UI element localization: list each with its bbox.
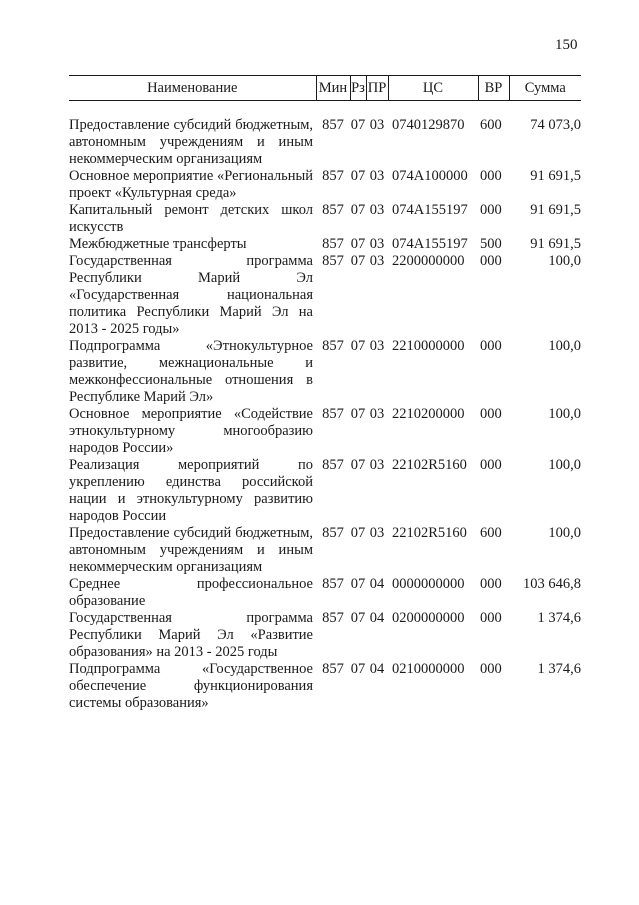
row-cs: 074A155197 bbox=[392, 236, 468, 252]
table-row bbox=[69, 117, 581, 168]
row-cs: 22102R5160 bbox=[392, 525, 467, 541]
row-min: 857 bbox=[322, 168, 344, 184]
table-row bbox=[69, 253, 581, 338]
row-rz: 07 bbox=[350, 338, 366, 354]
row-pr: 03 bbox=[369, 202, 385, 218]
row-sum: 100,0 bbox=[548, 525, 581, 541]
table-row bbox=[69, 576, 581, 610]
row-cs: 0210000000 bbox=[392, 661, 465, 677]
row-sum: 100,0 bbox=[548, 338, 581, 354]
row-name: Реализация мероприятий по укреплению единства российской нации и этнокультурному развитию народов России bbox=[69, 457, 313, 524]
row-pr: 03 bbox=[369, 338, 385, 354]
row-vr: 000 bbox=[480, 202, 502, 218]
header-sum: Сумма bbox=[509, 76, 581, 101]
table-row bbox=[69, 610, 581, 661]
table-row bbox=[69, 661, 581, 712]
row-min: 857 bbox=[322, 457, 344, 473]
row-sum: 1 374,6 bbox=[537, 661, 581, 677]
row-sum: 100,0 bbox=[548, 253, 581, 269]
header-min: Мин bbox=[316, 76, 350, 101]
row-rz: 07 bbox=[350, 406, 366, 422]
row-min: 857 bbox=[322, 253, 344, 269]
row-cs: 074A155197 bbox=[392, 202, 468, 218]
row-vr: 000 bbox=[480, 406, 502, 422]
table-row bbox=[69, 202, 581, 236]
row-pr: 03 bbox=[369, 168, 385, 184]
row-pr: 03 bbox=[369, 253, 385, 269]
row-pr: 03 bbox=[369, 236, 385, 252]
row-name: Межбюджетные трансферты bbox=[69, 236, 247, 252]
row-name: Предоставление субсидий бюджетным, автономным учреждениям и иным некоммерческим организациям bbox=[69, 117, 313, 167]
header-pr: ПР bbox=[366, 76, 388, 101]
row-sum: 91 691,5 bbox=[530, 168, 581, 184]
header-name: Наименование bbox=[69, 76, 316, 101]
row-rz: 07 bbox=[350, 117, 366, 133]
row-cs: 22102R5160 bbox=[392, 457, 467, 473]
row-pr: 03 bbox=[369, 525, 385, 541]
header-vr: ВР bbox=[478, 76, 509, 101]
row-rz: 07 bbox=[350, 253, 366, 269]
row-cs: 0200000000 bbox=[392, 610, 465, 626]
row-rz: 07 bbox=[350, 202, 366, 218]
row-min: 857 bbox=[322, 610, 344, 626]
table-spacer bbox=[69, 101, 581, 118]
row-min: 857 bbox=[322, 525, 344, 541]
row-cs: 2200000000 bbox=[392, 253, 465, 269]
row-vr: 000 bbox=[480, 168, 502, 184]
row-rz: 07 bbox=[350, 168, 366, 184]
row-sum: 91 691,5 bbox=[530, 202, 581, 218]
row-vr: 600 bbox=[480, 117, 502, 133]
row-pr: 04 bbox=[369, 610, 385, 626]
row-cs: 2210000000 bbox=[392, 338, 465, 354]
row-sum: 91 691,5 bbox=[530, 236, 581, 252]
row-cs: 0000000000 bbox=[392, 576, 465, 592]
row-cs: 0740129870 bbox=[392, 117, 465, 133]
row-sum: 100,0 bbox=[548, 406, 581, 422]
row-name: Среднее профессиональное образование bbox=[69, 576, 313, 609]
table-row bbox=[69, 338, 581, 406]
table-row bbox=[69, 457, 581, 525]
row-cs: 074A100000 bbox=[392, 168, 468, 184]
row-vr: 000 bbox=[480, 576, 502, 592]
row-min: 857 bbox=[322, 338, 344, 354]
row-min: 857 bbox=[322, 117, 344, 133]
row-pr: 03 bbox=[369, 457, 385, 473]
row-min: 857 bbox=[322, 661, 344, 677]
row-vr: 000 bbox=[480, 338, 502, 354]
row-min: 857 bbox=[322, 406, 344, 422]
table-header-row bbox=[69, 76, 581, 101]
row-sum: 103 646,8 bbox=[523, 576, 581, 592]
row-name: Основное мероприятие «Содействие этнокультурному многообразию народов России» bbox=[69, 406, 313, 456]
row-name: Подпрограмма «Этнокультурное развитие, межнациональные и межконфессиональные отношения в Республике Марий Эл» bbox=[69, 338, 313, 405]
row-vr: 000 bbox=[480, 661, 502, 677]
table-row bbox=[69, 525, 581, 576]
table-row bbox=[69, 236, 581, 253]
row-name: Государственная программа Республики Марий Эл «Развитие образования» на 2013 - 2025 годы bbox=[69, 610, 313, 660]
row-name: Предоставление субсидий бюджетным, автономным учреждениям и иным некоммерческим организациям bbox=[69, 525, 313, 575]
table-row bbox=[69, 406, 581, 457]
row-name: Основное мероприятие «Региональный проект «Культурная среда» bbox=[69, 168, 313, 201]
row-rz: 07 bbox=[350, 236, 366, 252]
row-pr: 04 bbox=[369, 576, 385, 592]
row-sum: 100,0 bbox=[548, 457, 581, 473]
row-name: Подпрограмма «Государственное обеспечение функционирования системы образования» bbox=[69, 661, 313, 711]
row-min: 857 bbox=[322, 202, 344, 218]
row-rz: 07 bbox=[350, 525, 366, 541]
row-pr: 03 bbox=[369, 117, 385, 133]
header-rz: Рз bbox=[350, 76, 366, 101]
row-name: Государственная программа Республики Марий Эл «Государственная национальная политика Республики Марий Эл на 2013 - 2025 годы» bbox=[69, 253, 313, 337]
row-min: 857 bbox=[322, 576, 344, 592]
row-vr: 000 bbox=[480, 610, 502, 626]
row-sum: 74 073,0 bbox=[530, 117, 581, 133]
row-sum: 1 374,6 bbox=[537, 610, 581, 626]
row-name: Капитальный ремонт детских школ искусств bbox=[69, 202, 313, 235]
row-rz: 07 bbox=[350, 457, 366, 473]
row-vr: 000 bbox=[480, 253, 502, 269]
page-number: 150 bbox=[555, 37, 578, 53]
table-row bbox=[69, 168, 581, 202]
budget-table bbox=[69, 75, 581, 712]
row-rz: 07 bbox=[350, 576, 366, 592]
row-vr: 600 bbox=[480, 525, 502, 541]
row-pr: 04 bbox=[369, 661, 385, 677]
row-rz: 07 bbox=[350, 610, 366, 626]
row-vr: 000 bbox=[480, 457, 502, 473]
row-vr: 500 bbox=[480, 236, 502, 252]
row-cs: 2210200000 bbox=[392, 406, 465, 422]
row-rz: 07 bbox=[350, 661, 366, 677]
header-cs: ЦС bbox=[388, 76, 478, 101]
row-min: 857 bbox=[322, 236, 344, 252]
row-pr: 03 bbox=[369, 406, 385, 422]
